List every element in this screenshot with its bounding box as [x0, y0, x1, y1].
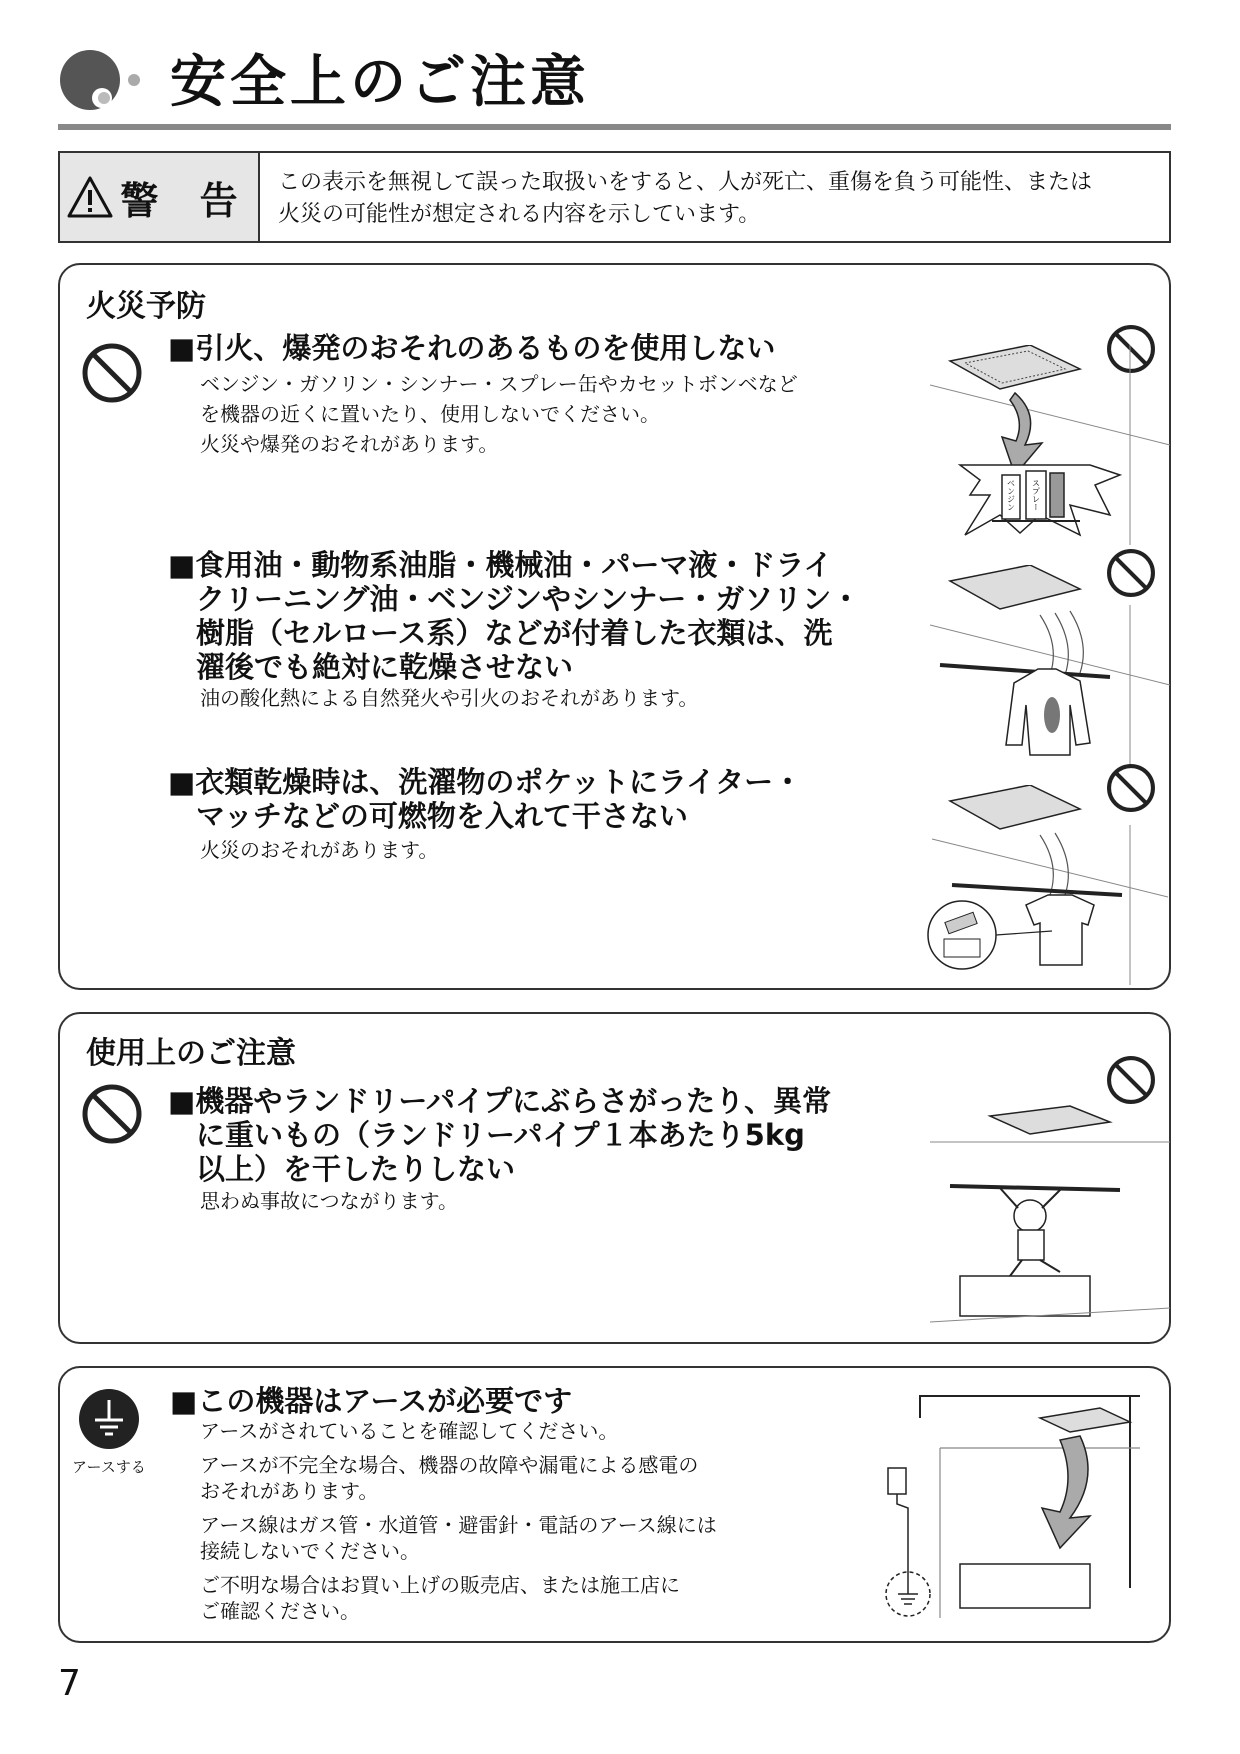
usage-caution-panel [58, 1012, 1171, 1344]
body-line: を機器の近くに置いたり、使用しないでください。 [200, 402, 660, 426]
body-line: 油の酸化熱による自然発火や引火のおそれがあります。 [200, 686, 699, 710]
page-title: 安全上のご注意 [170, 50, 590, 115]
page-number: 7 [58, 1663, 81, 1704]
body-line: アース線はガス管・水道管・避雷針・電話のアース線には [200, 1513, 717, 1537]
fire-prevention-title: 火災予防 [86, 289, 206, 324]
header-rule [58, 124, 1171, 130]
heading-line: 樹脂（セルロース系）などが付着した衣類は、洗 [196, 616, 833, 650]
warning-description-line: 火災の可能性が想定される内容を示しています。 [278, 202, 761, 227]
fire-item-2-body [200, 683, 698, 713]
fire-item-3-body [200, 835, 438, 865]
fire-item-1-body [200, 369, 798, 459]
warning-description [260, 153, 1169, 241]
heading-line: 濯後でも絶対に乾燥させない [196, 650, 574, 684]
prohibition-icon [80, 341, 144, 405]
body-line: おそれがあります。 [200, 1479, 379, 1503]
earth-body [200, 1418, 717, 1624]
bottle-label: スプレー [1031, 479, 1041, 511]
earth-panel [58, 1366, 1171, 1643]
warning-legend [58, 151, 1171, 243]
usage-caution-title: 使用上のご注意 [86, 1036, 296, 1071]
heading-line: ■機器やランドリーパイプにぶらさがったり、異常 [168, 1084, 832, 1118]
heading-line: ■食用油・動物系油脂・機械油・パーマ液・ドライ [168, 548, 833, 582]
warning-label [60, 153, 260, 241]
hanging-child-illustration [930, 1096, 1170, 1336]
fire-item-2-heading [168, 548, 860, 684]
body-line: ベンジン・ガソリン・シンナー・スプレー缶やカセットボンベなど [200, 372, 798, 396]
earth-ground-icon [78, 1388, 140, 1450]
body-line: 火災のおそれがあります。 [200, 838, 439, 862]
fire-item-3-heading [168, 765, 802, 833]
fire-prevention-panel [58, 263, 1171, 990]
usage-item-body [200, 1186, 458, 1216]
body-line: 火災や爆発のおそれがあります。 [200, 432, 499, 456]
body-line: ご確認ください。 [200, 1599, 360, 1623]
heading-line: マッチなどの可燃物を入れて干さない [196, 799, 688, 833]
earth-heading: ■この機器はアースが必要です [170, 1384, 573, 1418]
lighter-in-pocket-illustration [922, 785, 1168, 985]
heading-line: クリーニング油・ベンジンやシンナー・ガソリン・ [196, 582, 861, 616]
heading-line: 以上）を干したりしない [196, 1152, 516, 1186]
header-decoration-icon [56, 40, 156, 120]
body-line: ご不明な場合はお買い上げの販売店、または施工店に [200, 1573, 680, 1597]
bottle-label: ベンジン [1006, 479, 1016, 511]
body-line: アースが不完全な場合、機器の故障や漏電による感電の [200, 1453, 699, 1477]
heading-line: ■引火、爆発のおそれのあるものを使用しない [168, 331, 776, 365]
heading-line: に重いもの（ランドリーパイプ１本あたり5kg [196, 1118, 805, 1152]
fire-item-1-heading [168, 331, 775, 365]
body-line: 接続しないでください。 [200, 1539, 420, 1563]
usage-item-heading [168, 1084, 831, 1186]
body-line: アースがされていることを確認してください。 [200, 1419, 619, 1443]
warning-label-text: 警 告 [120, 178, 252, 223]
body-line: 思わぬ事故につながります。 [200, 1189, 458, 1213]
warning-triangle-icon [66, 175, 114, 219]
flammables-near-dryer-illustration [930, 345, 1170, 545]
earth-wiring-illustration [880, 1388, 1160, 1628]
heading-line: ■衣類乾燥時は、洗濯物のポケットにライター・ [168, 765, 803, 799]
prohibition-icon [80, 1082, 144, 1146]
earth-icon-caption: アースする [72, 1458, 146, 1476]
warning-description-line: この表示を無視して誤った取扱いをすると、人が死亡、重傷を負う可能性、または [278, 170, 1093, 195]
oily-clothes-drying-illustration [930, 565, 1170, 765]
